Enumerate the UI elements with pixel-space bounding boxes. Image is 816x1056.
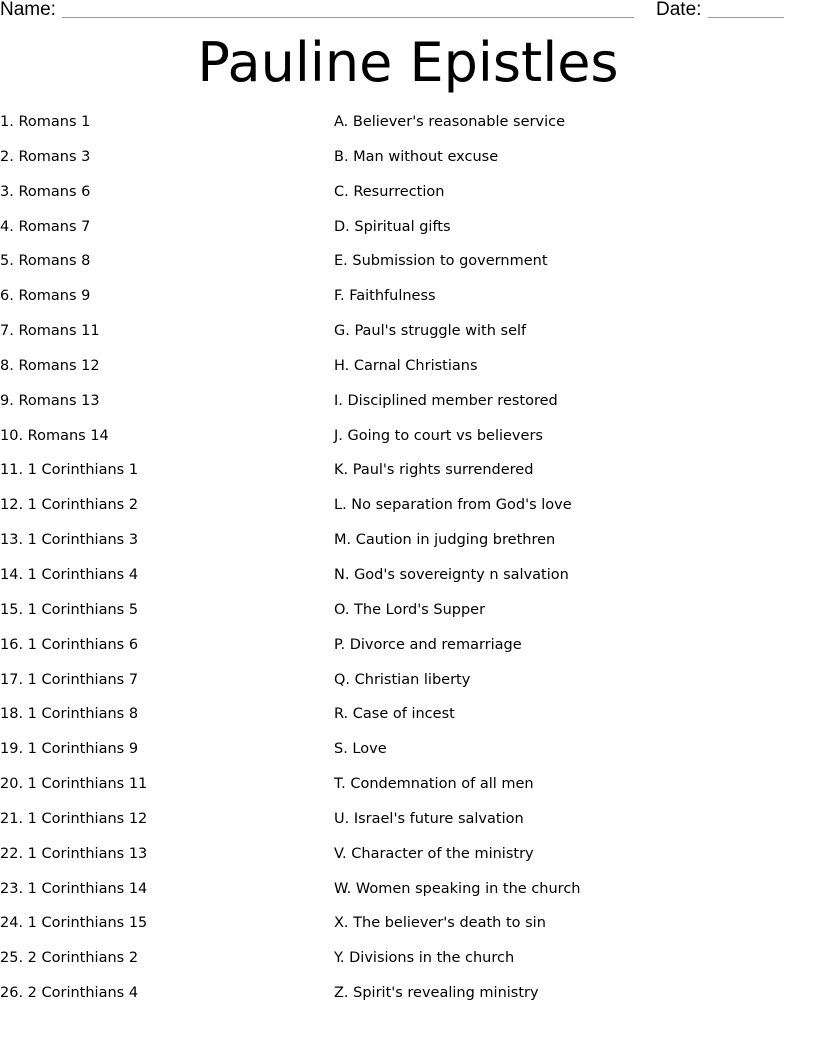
clue-item: 10. Romans 14 [0, 427, 109, 444]
answer-item: W. Women speaking in the church [334, 880, 581, 897]
answer-item: N. God's sovereignty n salvation [334, 566, 569, 583]
answer-item: F. Faithfulness [334, 288, 436, 305]
answer-item: B. Man without excuse [334, 148, 499, 165]
answer-item: L. No separation from God's love [334, 497, 572, 514]
clue-item: 7. Romans 11 [0, 323, 100, 340]
answer-item: V. Character of the ministry [334, 845, 534, 862]
clue-item: 24. 1 Corinthians 15 [0, 915, 148, 932]
answer-item: H. Carnal Christians [334, 357, 478, 374]
name-blank-line[interactable] [62, 17, 634, 18]
date-blank-line[interactable] [708, 17, 784, 18]
clue-item: 3. Romans 6 [0, 183, 91, 200]
answer-item: Z. Spirit's revealing ministry [334, 985, 539, 1002]
clue-item: 18. 1 Corinthians 8 [0, 706, 139, 723]
answer-item: Y. Divisions in the church [334, 950, 515, 967]
clue-item: 2. Romans 3 [0, 148, 91, 165]
page-title: Pauline Epistles [197, 31, 619, 94]
clue-item: 21. 1 Corinthians 12 [0, 810, 148, 827]
clue-item: 15. 1 Corinthians 5 [0, 601, 139, 618]
worksheet-header [0, 0, 816, 24]
answer-item: P. Divorce and remarriage [334, 636, 522, 653]
clue-item: 4. Romans 7 [0, 218, 91, 235]
answer-item: Q. Christian liberty [334, 671, 471, 688]
answer-item: J. Going to court vs believers [334, 427, 543, 444]
clue-item: 22. 1 Corinthians 13 [0, 845, 148, 862]
clue-item: 8. Romans 12 [0, 357, 100, 374]
clue-item: 25. 2 Corinthians 2 [0, 950, 139, 967]
clue-item: 17. 1 Corinthians 7 [0, 671, 139, 688]
clue-item: 6. Romans 9 [0, 288, 91, 305]
clue-list [0, 112, 320, 1018]
clue-item: 23. 1 Corinthians 14 [0, 880, 148, 897]
answer-item: M. Caution in judging brethren [334, 532, 556, 549]
clue-item: 11. 1 Corinthians 1 [0, 462, 139, 479]
name-label: Name: [0, 0, 56, 20]
clue-item: 13. 1 Corinthians 3 [0, 532, 139, 549]
answer-list [334, 112, 804, 1018]
answer-item: A. Believer's reasonable service [334, 114, 565, 130]
clue-item: 26. 2 Corinthians 4 [0, 985, 139, 1002]
answer-item: D. Spiritual gifts [334, 218, 451, 235]
clue-item: 5. Romans 8 [0, 253, 91, 270]
answer-item: O. The Lord's Supper [334, 601, 486, 618]
answer-item: E. Submission to government [334, 253, 548, 270]
answer-item: R. Case of incest [334, 706, 455, 723]
clue-item: 19. 1 Corinthians 9 [0, 741, 139, 758]
answer-item: K. Paul's rights surrendered [334, 462, 534, 479]
clue-item: 12. 1 Corinthians 2 [0, 497, 139, 514]
answer-item: X. The believer's death to sin [334, 915, 546, 932]
clue-item: 14. 1 Corinthians 4 [0, 566, 139, 583]
answer-item: I. Disciplined member restored [334, 392, 558, 409]
answer-item: S. Love [334, 741, 387, 758]
answer-item: C. Resurrection [334, 183, 445, 200]
answer-item: T. Condemnation of all men [334, 776, 534, 793]
date-label: Date: [656, 0, 702, 20]
clue-item: 1. Romans 1 [0, 114, 91, 130]
answer-item: U. Israel's future salvation [334, 810, 524, 827]
clue-item: 16. 1 Corinthians 6 [0, 636, 139, 653]
clue-item: 9. Romans 13 [0, 392, 100, 409]
clue-item: 20. 1 Corinthians 11 [0, 776, 148, 793]
answer-item: G. Paul's struggle with self [334, 323, 527, 340]
